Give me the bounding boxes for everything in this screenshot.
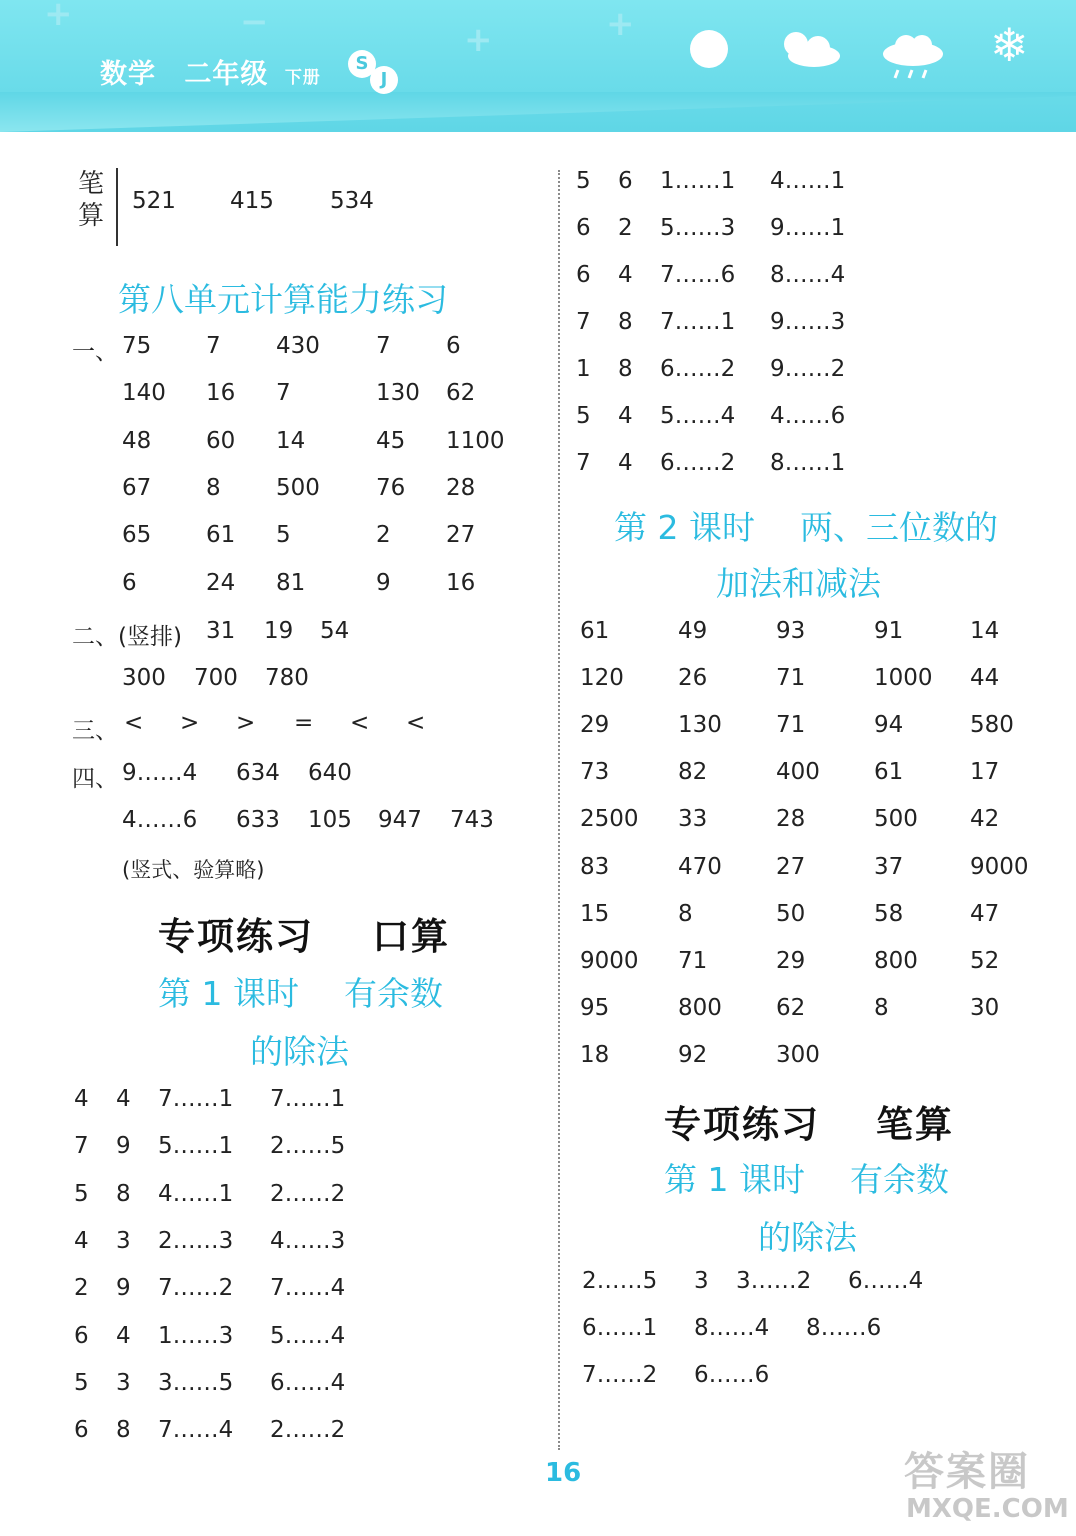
add-subtract-answer: 26	[678, 665, 708, 692]
minus-decoration-icon: −	[240, 2, 269, 42]
add-subtract-answer: 94	[874, 712, 904, 739]
snowflake-icon: ❄	[990, 18, 1029, 72]
volume-label: 下册	[284, 68, 321, 88]
logo-s: S	[348, 50, 376, 78]
partly-cloudy-icon	[776, 30, 842, 68]
header-band	[0, 92, 1076, 132]
division-answer: 5	[74, 1369, 89, 1396]
division-answer: 7……1	[158, 1086, 234, 1112]
division-answer: 7……1	[660, 309, 736, 335]
division-answer: 8	[116, 1180, 131, 1207]
q3-symbol: =	[294, 710, 314, 736]
add-subtract-answer: 47	[970, 900, 1000, 927]
q1-answer: 75	[122, 333, 152, 359]
division-answer: 2	[74, 1275, 89, 1302]
add-subtract-answer: 470	[678, 853, 722, 880]
add-subtract-answer: 800	[874, 947, 918, 974]
add-subtract-answer: 1000	[874, 665, 933, 692]
watermark-url: MXQE.COM	[906, 1494, 1069, 1524]
q1-answer: 1100	[446, 427, 505, 454]
plus-decoration-icon: +	[464, 20, 493, 60]
division-answer: 9……3	[770, 309, 846, 335]
add-subtract-answer: 71	[678, 947, 708, 974]
q1-answer: 28	[446, 474, 476, 501]
q2-label: 二、	[72, 624, 118, 650]
q1-answer: 2	[376, 522, 391, 549]
written-division-answer: 6……1	[582, 1315, 658, 1341]
division-answer: 5……4	[270, 1322, 346, 1349]
lesson2-topic: 两、三位数的	[800, 508, 998, 547]
q1-answer: 130	[376, 380, 420, 407]
bisuan-label: 笔算	[78, 169, 105, 231]
q1-answer: 7	[276, 380, 291, 407]
division-answer: 7……4	[158, 1417, 234, 1444]
add-subtract-answer: 95	[580, 994, 610, 1021]
bisuan-value: 534	[330, 188, 374, 214]
division-answer: 4	[74, 1227, 89, 1254]
sun-icon	[690, 30, 728, 68]
division-answer: 5	[74, 1180, 89, 1207]
rain-cloud-icon	[880, 34, 946, 80]
add-subtract-answer: 15	[580, 900, 610, 927]
q1-answer: 140	[122, 380, 166, 407]
add-subtract-answer: 29	[776, 947, 806, 974]
division-answer: 5	[576, 168, 591, 194]
add-subtract-answer: 83	[580, 853, 610, 880]
q2-value: 700	[194, 665, 238, 691]
division-answer: 2……2	[270, 1180, 346, 1207]
division-answer: 4	[618, 450, 633, 476]
division-answer: 4	[116, 1322, 131, 1349]
lesson1-topic: 有余数	[344, 974, 443, 1013]
page-header	[0, 0, 1076, 132]
division-answer: 6	[74, 1417, 89, 1444]
q1-answer: 27	[446, 522, 476, 549]
division-answer: 6……4	[270, 1369, 346, 1396]
written-division-answer: 3	[694, 1268, 709, 1294]
add-subtract-answer: 92	[678, 1041, 708, 1068]
header-title	[100, 52, 321, 91]
add-subtract-answer: 33	[678, 806, 708, 833]
q4-value: 633	[236, 807, 280, 833]
q3-symbol: >	[236, 710, 256, 736]
lesson1b-title: 第 1 课时	[664, 1160, 805, 1199]
add-subtract-answer: 800	[678, 994, 722, 1021]
division-answer: 8	[618, 309, 633, 335]
add-subtract-answer: 120	[580, 665, 624, 692]
add-subtract-answer: 29	[580, 712, 610, 739]
q1-answer: 24	[206, 569, 236, 596]
watermark-logo	[898, 1440, 1069, 1530]
division-answer: 6	[576, 215, 591, 241]
division-answer: 2……2	[270, 1417, 346, 1444]
written-division-answer: 8……4	[694, 1315, 770, 1341]
add-subtract-answer: 28	[776, 806, 806, 833]
q1-answer: 430	[276, 333, 320, 359]
lesson2-topic-cont: 加法和减法	[716, 564, 881, 603]
q2-value: 31	[206, 618, 236, 644]
q1-answer: 81	[276, 569, 306, 596]
add-subtract-answer: 82	[678, 759, 708, 786]
q1-answer: 7	[376, 333, 391, 359]
division-answer: 1	[576, 356, 591, 382]
add-subtract-answer: 27	[776, 853, 806, 880]
division-answer: 4……6	[770, 403, 846, 429]
q2-value: 19	[264, 618, 294, 644]
special-written-title: 专项练习	[664, 1103, 820, 1146]
division-answer: 5……1	[158, 1133, 234, 1160]
q1-label: 一、	[72, 339, 118, 365]
add-subtract-answer: 73	[580, 759, 610, 786]
q4-value: 4……6	[122, 807, 198, 833]
lesson1b-topic-cont: 的除法	[758, 1218, 857, 1257]
division-answer: 7	[74, 1133, 89, 1160]
division-answer: 4……3	[270, 1227, 346, 1254]
division-answer: 4	[618, 262, 633, 288]
division-answer: 7……6	[660, 262, 736, 288]
division-answer: 5……4	[660, 403, 736, 429]
add-subtract-answer: 14	[970, 618, 1000, 644]
division-answer: 6……2	[660, 450, 736, 476]
watermark-text: 答案圈	[904, 1449, 1030, 1495]
division-answer: 5	[576, 403, 591, 429]
division-answer: 8……4	[770, 262, 846, 288]
add-subtract-answer: 8	[874, 994, 889, 1021]
add-subtract-answer: 2500	[580, 806, 639, 833]
add-subtract-answer: 50	[776, 900, 806, 927]
written-division-answer: 8……6	[806, 1315, 882, 1341]
division-answer: 8	[618, 356, 633, 382]
add-subtract-answer: 71	[776, 712, 806, 739]
sj-logo	[348, 50, 400, 94]
division-answer: 6	[74, 1322, 89, 1349]
written-division-answer: 2……5	[582, 1268, 658, 1294]
special-oral-title: 专项练习	[158, 915, 314, 958]
division-answer: 7	[576, 450, 591, 476]
lesson1-topic-cont: 的除法	[250, 1032, 349, 1071]
unit8-title: 第八单元计算能力练习	[118, 280, 448, 319]
q1-answer: 6	[122, 569, 137, 596]
add-subtract-answer: 91	[874, 618, 904, 644]
bisuan-value: 415	[230, 188, 274, 214]
add-subtract-answer: 61	[874, 759, 904, 786]
bisuan-divider	[116, 168, 118, 246]
q4-value: 743	[450, 807, 494, 833]
q1-answer: 5	[276, 522, 291, 549]
q1-answer: 62	[446, 380, 476, 407]
add-subtract-answer: 8	[678, 900, 693, 927]
division-answer: 4	[116, 1086, 131, 1112]
q4-value: 640	[308, 760, 352, 786]
q1-answer: 500	[276, 474, 320, 501]
division-answer: 1……3	[158, 1322, 234, 1349]
division-answer: 5……3	[660, 215, 736, 241]
special-oral-type: 口算	[372, 915, 450, 958]
q4-value: 947	[378, 807, 422, 833]
q1-answer: 45	[376, 427, 406, 454]
q1-answer: 48	[122, 427, 152, 454]
division-answer: 3……5	[158, 1369, 234, 1396]
q4-note: (竖式、验算略)	[122, 858, 265, 882]
q3-symbol: <	[350, 710, 370, 736]
add-subtract-answer: 44	[970, 665, 1000, 692]
lesson1b-topic: 有余数	[850, 1160, 949, 1199]
add-subtract-answer: 9000	[970, 853, 1029, 880]
q1-answer: 16	[206, 380, 236, 407]
q4-value: 9……4	[122, 760, 198, 786]
division-answer: 6	[618, 168, 633, 194]
add-subtract-answer: 93	[776, 618, 806, 644]
division-answer: 6……2	[660, 356, 736, 382]
plus-decoration-icon: +	[606, 4, 635, 44]
division-answer: 8……1	[770, 450, 846, 476]
add-subtract-answer: 42	[970, 806, 1000, 833]
division-answer: 9……2	[770, 356, 846, 382]
q1-answer: 65	[122, 522, 152, 549]
q2-value: 300	[122, 665, 166, 691]
division-answer: 2	[618, 215, 633, 241]
q1-answer: 14	[276, 427, 306, 454]
q2-value: 54	[320, 618, 350, 644]
add-subtract-answer: 580	[970, 712, 1014, 739]
division-answer: 6	[576, 262, 591, 288]
division-answer: 9	[116, 1275, 131, 1302]
add-subtract-answer: 71	[776, 665, 806, 692]
subject-label: 数学	[100, 59, 156, 90]
division-answer: 9……1	[770, 215, 846, 241]
add-subtract-answer: 400	[776, 759, 820, 786]
division-answer: 4	[618, 403, 633, 429]
add-subtract-answer: 58	[874, 900, 904, 927]
division-answer: 4……1	[158, 1180, 234, 1207]
column-divider	[558, 170, 560, 1450]
page-number: 16	[545, 1458, 582, 1488]
division-answer: 2……3	[158, 1227, 234, 1254]
add-subtract-answer: 49	[678, 618, 708, 644]
q2-value: 780	[265, 665, 309, 691]
add-subtract-answer: 500	[874, 806, 918, 833]
q4-value: 634	[236, 760, 280, 786]
q1-answer: 9	[376, 569, 391, 596]
q1-answer: 76	[376, 474, 406, 501]
division-answer: 3	[116, 1369, 131, 1396]
q3-symbol: <	[124, 710, 144, 736]
division-answer: 7……4	[270, 1275, 346, 1302]
written-division-answer: 6……4	[848, 1268, 924, 1294]
q3-symbol: <	[406, 710, 426, 736]
division-answer: 8	[116, 1417, 131, 1444]
add-subtract-answer: 17	[970, 759, 1000, 786]
division-answer: 2……5	[270, 1133, 346, 1160]
add-subtract-answer: 130	[678, 712, 722, 739]
q4-label: 四、	[72, 766, 118, 792]
add-subtract-answer: 18	[580, 1041, 610, 1068]
q1-answer: 8	[206, 474, 221, 501]
division-answer: 9	[116, 1133, 131, 1160]
q4-value: 105	[308, 807, 352, 833]
written-division-answer: 3……2	[736, 1268, 812, 1294]
special-written-type: 笔算	[876, 1103, 954, 1146]
plus-decoration-icon: +	[44, 0, 73, 34]
lesson2-title: 第 2 课时	[614, 508, 755, 547]
bisuan-value: 521	[132, 188, 176, 214]
q3-symbol: >	[180, 710, 200, 736]
division-answer: 3	[116, 1227, 131, 1254]
written-division-answer: 6……6	[694, 1362, 770, 1388]
add-subtract-answer: 37	[874, 853, 904, 880]
add-subtract-answer: 52	[970, 947, 1000, 974]
q1-answer: 61	[206, 522, 236, 549]
written-division-answer: 7……2	[582, 1362, 658, 1388]
add-subtract-answer: 62	[776, 994, 806, 1021]
division-answer: 4	[74, 1086, 89, 1112]
lesson1-title: 第 1 课时	[158, 974, 299, 1013]
add-subtract-answer: 30	[970, 994, 1000, 1021]
q1-answer: 7	[206, 333, 221, 359]
q1-answer: 16	[446, 569, 476, 596]
add-subtract-answer: 9000	[580, 947, 639, 974]
add-subtract-answer: 300	[776, 1041, 820, 1068]
division-answer: 7	[576, 309, 591, 335]
q1-answer: 60	[206, 427, 236, 454]
q2-note: (竖排)	[118, 624, 182, 650]
q1-answer: 6	[446, 333, 461, 359]
add-subtract-answer: 61	[580, 618, 610, 644]
division-answer: 7……2	[158, 1275, 234, 1302]
division-answer: 1……1	[660, 168, 736, 194]
grade-label: 二年级	[184, 59, 269, 90]
q3-label: 三、	[72, 718, 118, 744]
logo-j: J	[370, 66, 398, 94]
division-answer: 4……1	[770, 168, 846, 194]
q1-answer: 67	[122, 474, 152, 501]
division-answer: 7……1	[270, 1086, 346, 1112]
